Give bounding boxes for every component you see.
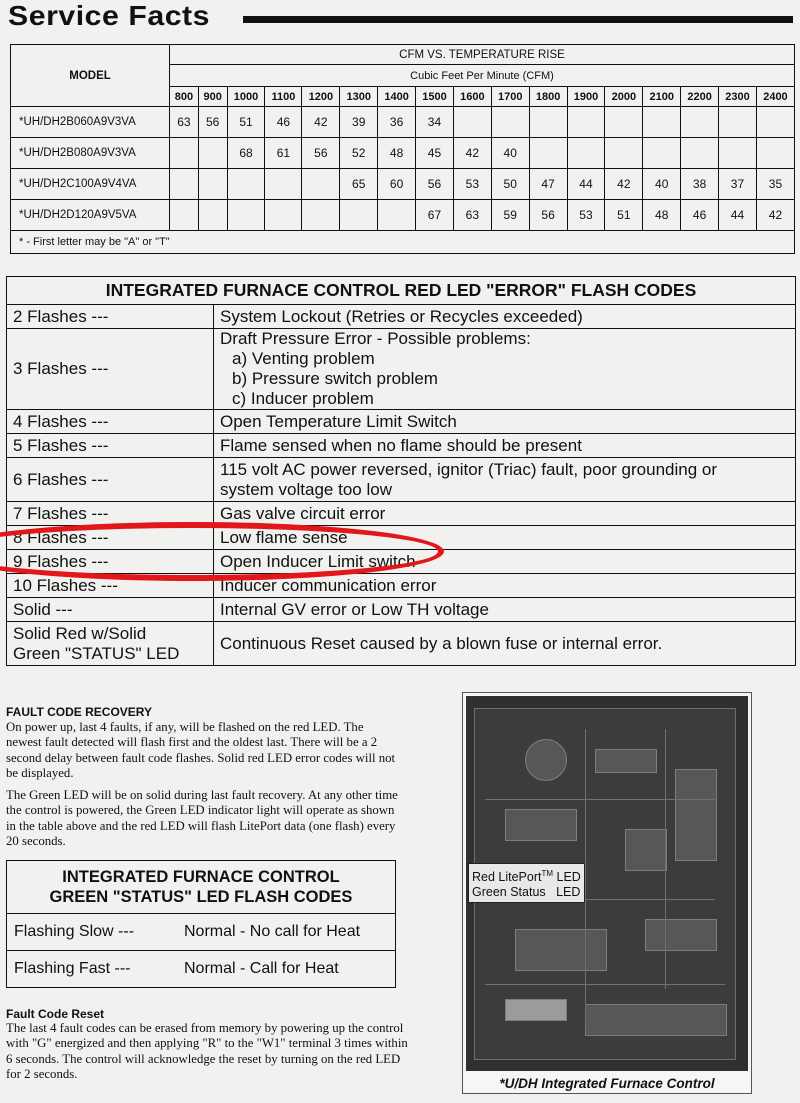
fault-reset-text: The last 4 fault codes can be erased from memory by powering up the control with "G" energized and then applying "R" to the "W1" terminal 3 times within 6 seconds. The control will acknowledge the reset by turning on the red LED for 2 seconds. — [6, 1021, 408, 1081]
flash-description — [214, 574, 796, 598]
trace — [485, 799, 715, 800]
list-item — [7, 434, 796, 458]
chip-component — [595, 749, 657, 773]
flash-description-line: System Lockout (Retries or Recycles exceeded) — [220, 306, 583, 326]
flash-code-label: 10 Flashes --- — [13, 575, 118, 595]
table-row — [11, 107, 795, 138]
flash-description-line: Low flame sense — [220, 527, 348, 547]
temp-rise-cell: 59 — [491, 200, 529, 231]
flash-code — [7, 526, 214, 550]
temp-rise-cell — [719, 107, 757, 138]
cfm-column-header: 1800 — [529, 87, 567, 107]
cfm-column-header: 2100 — [643, 87, 681, 107]
green-led-table — [6, 860, 396, 988]
red-led-table-title: INTEGRATED FURNACE CONTROL RED LED "ERROR" FLASH CODES — [7, 277, 796, 305]
flash-code — [7, 410, 214, 434]
cfm-column-header: 1000 — [227, 87, 265, 107]
temp-rise-cell — [605, 138, 643, 169]
list-item — [7, 598, 796, 622]
flash-description-line: Draft Pressure Error - Possible problems: — [220, 329, 531, 348]
trademark-sup: TM — [541, 869, 554, 878]
red-liteport-label-tail: LED — [553, 870, 581, 885]
flash-code — [7, 305, 214, 329]
flash-code-label: Solid Red w/Solid — [13, 623, 147, 643]
list-item — [7, 329, 796, 410]
temp-rise-cell — [170, 169, 199, 200]
flash-code — [7, 502, 214, 526]
cfm-column-header: 1400 — [378, 87, 416, 107]
temp-rise-cell: 50 — [491, 169, 529, 200]
flash-code — [7, 574, 214, 598]
green-row-code: Flashing Slow --- — [14, 923, 135, 940]
flash-description — [214, 410, 796, 434]
temp-rise-cell — [529, 107, 567, 138]
temp-rise-cell: 51 — [605, 200, 643, 231]
temp-rise-cell: 68 — [227, 138, 265, 169]
green-status-label: Green Status LED — [472, 885, 581, 900]
temp-rise-cell — [227, 169, 265, 200]
relay-component — [525, 739, 567, 781]
chip-component — [625, 829, 667, 871]
temp-rise-cell: 63 — [453, 200, 491, 231]
fuse-component — [505, 999, 567, 1021]
title-rule — [243, 16, 793, 23]
table-row — [11, 169, 795, 200]
temp-rise-cell — [378, 200, 416, 231]
flash-description-line: Open Temperature Limit Switch — [220, 411, 457, 431]
green-row — [7, 951, 396, 988]
list-item — [7, 502, 796, 526]
temp-rise-cell: 40 — [643, 169, 681, 200]
green-led-table-title — [7, 861, 396, 914]
temp-rise-cell: 65 — [340, 169, 378, 200]
temp-rise-cell — [491, 107, 529, 138]
temp-rise-cell: 37 — [719, 169, 757, 200]
flash-code — [7, 458, 214, 502]
temp-rise-cell: 34 — [416, 107, 454, 138]
fault-recovery-paragraph-2: The Green LED will be on solid during last fault recovery. At any other time the control is powered, the Green LED indicator light will operate as shown in the table above and the red LED will flash LitePort data (one flash) every 20 seconds. — [6, 788, 398, 848]
temp-rise-cell: 44 — [567, 169, 605, 200]
temp-rise-cell — [453, 107, 491, 138]
temp-rise-cell: 46 — [681, 200, 719, 231]
temp-rise-cell — [529, 138, 567, 169]
temp-rise-cell: 45 — [416, 138, 454, 169]
terminal-strip — [585, 1004, 727, 1036]
temp-rise-cell — [567, 107, 605, 138]
fault-recovery-title: FAULT CODE RECOVERY — [6, 705, 153, 719]
green-row-code: Flashing Fast --- — [14, 960, 131, 977]
flash-description-line: Gas valve circuit error — [220, 503, 386, 523]
temp-rise-cell: 56 — [302, 138, 340, 169]
temp-rise-cell — [170, 138, 199, 169]
flash-description — [214, 550, 796, 574]
temp-rise-cell: 39 — [340, 107, 378, 138]
flash-description-line: system voltage too low — [220, 479, 392, 499]
temp-rise-cell: 63 — [170, 107, 199, 138]
green-table-title-line-1: INTEGRATED FURNACE CONTROL — [62, 868, 340, 886]
flash-description-line: a) Venting problem — [232, 349, 375, 368]
flash-code-label: 5 Flashes --- — [13, 435, 109, 455]
flash-description — [214, 458, 796, 502]
cfm-column-header: 1200 — [302, 87, 340, 107]
cfm-footnote: * - First letter may be "A" or "T" — [11, 231, 795, 254]
page-title: Service Facts — [8, 0, 211, 31]
temp-rise-cell: 51 — [227, 107, 265, 138]
temp-rise-cell — [198, 200, 227, 231]
flash-code — [7, 622, 214, 666]
flash-code-label: 2 Flashes --- — [13, 306, 109, 326]
temp-rise-cell — [170, 200, 199, 231]
flash-description — [214, 526, 796, 550]
trace — [485, 984, 725, 985]
temp-rise-cell: 53 — [453, 169, 491, 200]
green-table-title-line-2: GREEN "STATUS" LED FLASH CODES — [49, 888, 353, 906]
flash-description-line: b) Pressure switch problem — [232, 369, 438, 388]
control-board-photo — [462, 692, 752, 1094]
green-row-desc: Normal - No call for Heat — [184, 923, 361, 940]
table-row — [11, 138, 795, 169]
temp-rise-cell: 40 — [491, 138, 529, 169]
temp-rise-cell — [265, 200, 302, 231]
green-row — [7, 914, 396, 951]
flash-code — [7, 434, 214, 458]
flash-description — [214, 598, 796, 622]
flash-description-line: Inducer communication error — [220, 575, 437, 595]
temp-rise-cell — [198, 138, 227, 169]
flash-description — [214, 434, 796, 458]
cfm-table — [10, 44, 795, 254]
temp-rise-cell: 56 — [198, 107, 227, 138]
temp-rise-cell: 38 — [681, 169, 719, 200]
temp-rise-cell — [605, 107, 643, 138]
cfm-column-header: 1900 — [567, 87, 605, 107]
temp-rise-cell: 53 — [567, 200, 605, 231]
cfm-column-header: 1600 — [453, 87, 491, 107]
flash-code-label: Green "STATUS" LED — [13, 643, 180, 663]
flash-description — [214, 622, 796, 666]
temp-rise-cell — [643, 138, 681, 169]
temp-rise-cell: 42 — [453, 138, 491, 169]
list-item — [7, 305, 796, 329]
cfm-column-header: 2200 — [681, 87, 719, 107]
flash-code — [7, 598, 214, 622]
flash-description — [214, 502, 796, 526]
temp-rise-cell: 42 — [756, 200, 794, 231]
chip-component — [505, 809, 577, 841]
temp-rise-cell: 67 — [416, 200, 454, 231]
flash-code — [7, 550, 214, 574]
flash-description-line: Open Inducer Limit switch — [220, 551, 416, 571]
cfm-column-header: 1100 — [265, 87, 302, 107]
trace — [585, 729, 586, 1029]
flash-code-label: 3 Flashes --- — [13, 359, 109, 378]
list-item — [7, 410, 796, 434]
flash-description-line: Flame sensed when no flame should be present — [220, 435, 582, 455]
photo-caption: *U/DH Integrated Furnace Control — [499, 1076, 715, 1091]
temp-rise-cell: 42 — [302, 107, 340, 138]
temp-rise-cell: 44 — [719, 200, 757, 231]
green-row-desc: Normal - Call for Heat — [184, 960, 339, 977]
red-led-table — [6, 276, 796, 666]
cfm-column-header: 2000 — [605, 87, 643, 107]
cfm-table-title: CFM VS. TEMPERATURE RISE — [170, 45, 795, 65]
fault-recovery-paragraph-1: On power up, last 4 faults, if any, will be flashed on the red LED. The newest fault detected will flash first and the oldest last. There will be a 2 second delay between fault code flashes. Solid red LED error codes will not be displayed. — [6, 720, 396, 780]
flash-code-label: 7 Flashes --- — [13, 503, 109, 523]
temp-rise-cell — [719, 138, 757, 169]
fault-reset-title: Fault Code Reset — [6, 1007, 105, 1021]
model-cell: *UH/DH2D120A9V5VA — [11, 200, 170, 231]
temp-rise-cell: 42 — [605, 169, 643, 200]
flash-description-line: Internal GV error or Low TH voltage — [220, 599, 489, 619]
trace — [665, 729, 666, 989]
temp-rise-cell — [265, 169, 302, 200]
cfm-column-header: 800 — [170, 87, 199, 107]
flash-code — [7, 329, 214, 410]
temp-rise-cell — [302, 169, 340, 200]
cfm-column-header: 2400 — [756, 87, 794, 107]
temp-rise-cell — [302, 200, 340, 231]
cfm-column-header: 2300 — [719, 87, 757, 107]
cfm-column-header: 1500 — [416, 87, 454, 107]
cfm-column-header: 1300 — [340, 87, 378, 107]
table-row — [11, 200, 795, 231]
temp-rise-cell: 35 — [756, 169, 794, 200]
temp-rise-cell: 47 — [529, 169, 567, 200]
cfm-table-subtitle: Cubic Feet Per Minute (CFM) — [170, 65, 795, 87]
flash-code-label: 6 Flashes --- — [13, 469, 109, 489]
list-item — [7, 622, 796, 666]
temp-rise-cell — [756, 107, 794, 138]
temp-rise-cell: 56 — [529, 200, 567, 231]
control-board-image — [466, 696, 748, 1071]
flash-code-label: 9 Flashes --- — [13, 551, 109, 571]
model-cell: *UH/DH2B060A9V3VA — [11, 107, 170, 138]
flash-description-line: 115 volt AC power reversed, ignitor (Triac) fault, poor grounding or — [220, 459, 718, 479]
temp-rise-cell: 48 — [643, 200, 681, 231]
temp-rise-cell — [227, 200, 265, 231]
flash-description — [214, 305, 796, 329]
temp-rise-cell — [643, 107, 681, 138]
flash-code-label: 8 Flashes --- — [13, 527, 109, 547]
temp-rise-cell — [681, 107, 719, 138]
list-item — [7, 458, 796, 502]
temp-rise-cell — [567, 138, 605, 169]
flash-description-line: c) Inducer problem — [232, 389, 374, 408]
temp-rise-cell: 36 — [378, 107, 416, 138]
red-liteport-label: Red LitePort — [472, 870, 542, 885]
list-item — [7, 526, 796, 550]
temp-rise-cell — [756, 138, 794, 169]
temp-rise-cell: 56 — [416, 169, 454, 200]
cfm-column-header: 1700 — [491, 87, 529, 107]
chip-component — [645, 919, 717, 951]
model-header: MODEL — [11, 45, 170, 107]
model-cell: *UH/DH2C100A9V4VA — [11, 169, 170, 200]
temp-rise-cell: 46 — [265, 107, 302, 138]
list-item — [7, 574, 796, 598]
temp-rise-cell — [681, 138, 719, 169]
temp-rise-cell: 48 — [378, 138, 416, 169]
chip-component — [515, 929, 607, 971]
model-cell: *UH/DH2B080A9V3VA — [11, 138, 170, 169]
temp-rise-cell — [198, 169, 227, 200]
flash-code-label: 4 Flashes --- — [13, 411, 109, 431]
temp-rise-cell: 60 — [378, 169, 416, 200]
cfm-column-header: 900 — [198, 87, 227, 107]
temp-rise-cell: 61 — [265, 138, 302, 169]
connector-component — [675, 769, 717, 861]
led-label — [468, 863, 585, 903]
flash-description — [214, 329, 796, 410]
temp-rise-cell: 52 — [340, 138, 378, 169]
flash-description-line: Continuous Reset caused by a blown fuse or internal error. — [220, 633, 663, 653]
flash-code-label: Solid --- — [13, 599, 73, 619]
list-item — [7, 550, 796, 574]
temp-rise-cell — [340, 200, 378, 231]
